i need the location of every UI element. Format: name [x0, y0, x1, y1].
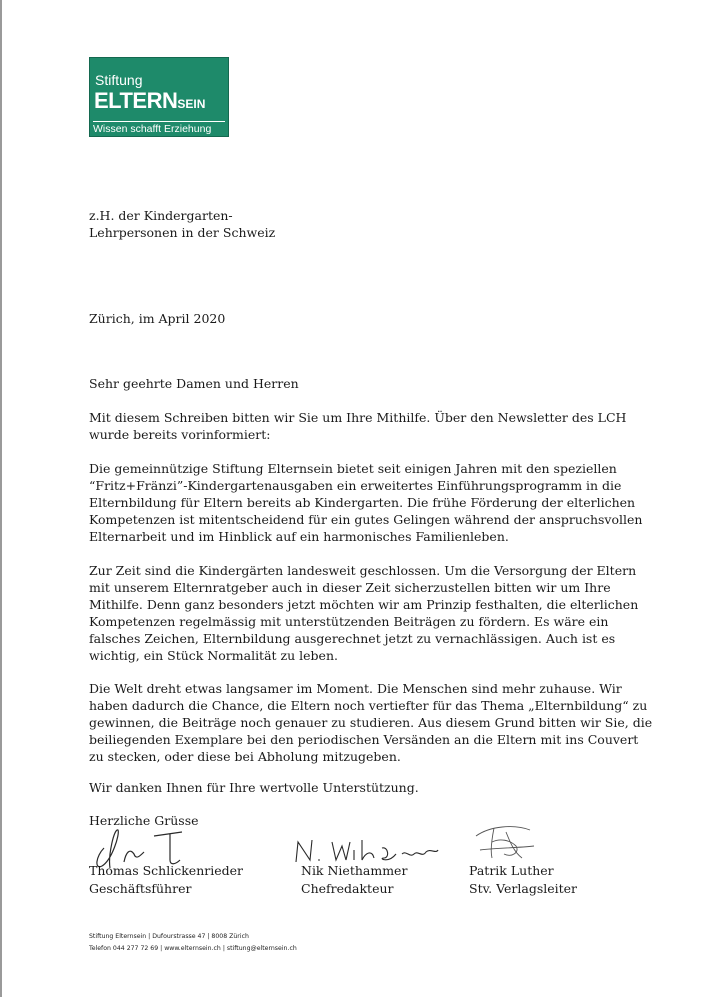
signatory-title: Stv. Verlagsleiter — [469, 881, 578, 896]
letter-footer — [89, 931, 297, 955]
signatory-title: Geschäftsführer — [89, 881, 192, 896]
logo-line-elternsein — [94, 90, 205, 115]
signatory-3 — [469, 862, 577, 898]
paragraph-closure: Zur Zeit sind die Kindergärten landesweit geschlossen. Um die Versorgung der Eltern mit unserem Elternratgeber auch in dieser Zeit sicherzustellen bitten wir um Ihre Mithilfe. Denn ganz besonders jetzt möchten wir am Prinzip festhalten, die elterlichen Kompetenzen regelmässig mit unterstützenden Beiträgen zu fördern. Es wäre ein falsches Zeichen, Elternbildung ausgerechnet jetzt zu vernachlässigen. Auch ist es wichtig, ein Stück Normalität zu leben. — [89, 563, 639, 663]
signatory-name: Nik Niethammer — [301, 863, 408, 878]
paragraph-request: Die Welt dreht etwas langsamer im Moment. Die Menschen sind mehr zuhause. Wir haben dadurch die Chance, die Eltern noch vertiefter für das Thema „Elternbildung“ zu gewinnen, die Beiträge noch genauer zu studieren. Aus diesem Grund bitten wir Sie, die beiliegenden Exemplare bei den periodischen Versänden an die Eltern mit ins Couvert zu stecken, oder diese bei Abholung mitzugeben. — [89, 681, 653, 764]
paragraph-foundation: Die gemeinnützige Stiftung Elternsein bietet seit einigen Jahren mit den speziellen “Fritz+Fränzi”-Kindergartenausgaben ein erweitertes Einführungsprogramm in die Elternbildung für Eltern bereits ab Kindergarten. Die frühe Förderung der elterlichen Kompetenzen ist mitentscheidend für ein gutes Gelingen während der anspruchsvollen Elternarbeit und im Hinblick auf ein harmonisches Familienleben. — [89, 461, 643, 544]
footer-contact: Telefon 044 277 72 69 | www.elternsein.ch | stiftung@elternsein.ch — [89, 945, 297, 952]
closing-greeting: Herzliche Grüsse — [89, 813, 199, 828]
footer-address: Stiftung Elternsein | Dufourstrasse 47 | 8008 Zürich — [89, 933, 249, 940]
logo-tagline: Wissen schafft Erziehung — [93, 121, 225, 135]
recipient-line: z.H. der Kindergarten- — [89, 208, 233, 223]
logo-line-stiftung: Stiftung — [95, 72, 143, 88]
logo-eltern: ELTERN — [94, 88, 178, 113]
signatory-name: Patrik Luther — [469, 863, 554, 878]
logo-sein: SEIN — [177, 97, 206, 111]
recipient-line: Lehrpersonen in der Schweiz — [89, 225, 276, 240]
signatory-title: Chefredakteur — [301, 881, 394, 896]
signatory-2 — [301, 862, 407, 898]
signature-patrik-luther — [470, 822, 540, 862]
letter-date: Zürich, im April 2020 — [89, 311, 226, 326]
paragraph-thanks: Wir danken Ihnen für Ihre wertvolle Unterstützung. — [89, 780, 419, 795]
recipient-address — [89, 207, 275, 241]
signatory-1 — [89, 862, 243, 898]
paragraph-intro: Mit diesem Schreiben bitten wir Sie um Ihre Mithilfe. Über den Newsletter des LCH wurde bereits vorinformiert: — [89, 410, 627, 442]
signatory-name: Thomas Schlickenrieder — [89, 863, 243, 878]
stiftung-elternsein-logo — [89, 57, 229, 137]
salutation: Sehr geehrte Damen und Herren — [89, 376, 299, 391]
